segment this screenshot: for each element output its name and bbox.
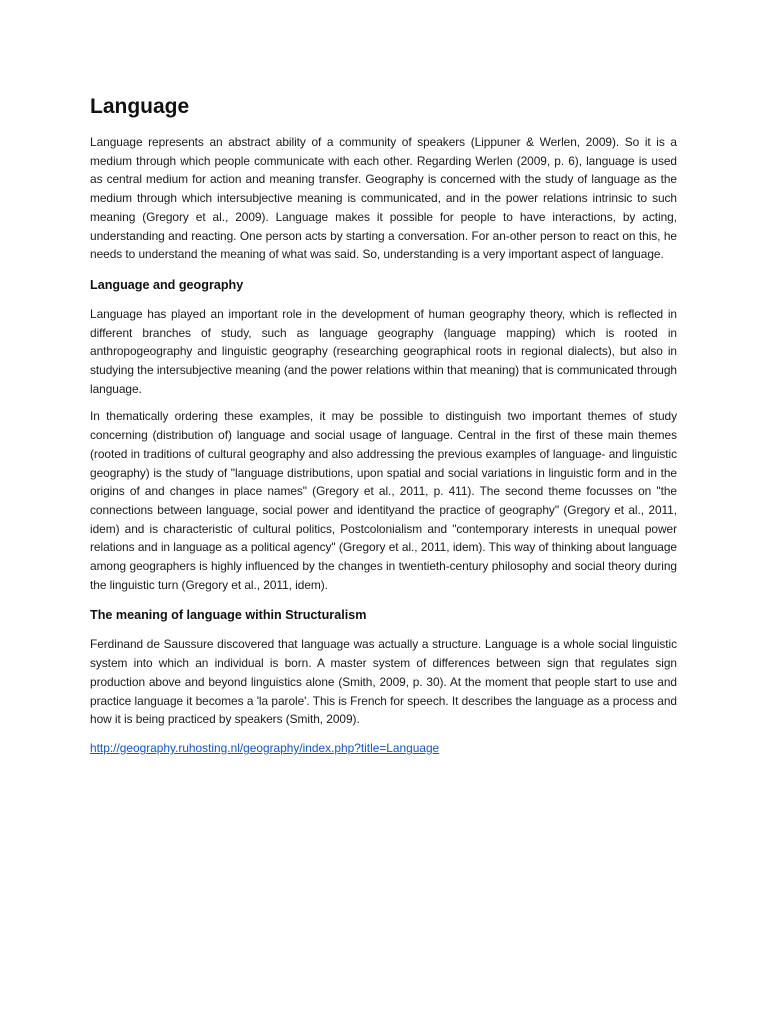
intro-paragraph: Language represents an abstract ability of a community of speakers (Lippuner & Werlen, 2009). So it is a medium through which people communicate with each other. Regarding Werlen (2009, p. 6), language is used as central medium for action and meaning transfer. Geography is concerned with the study of language as the medium through which intersubjective meaning is communicated, and in the power relations intrinsic to such meaning (Gregory et al., 2009). Language makes it possible for people to have interactions, by acting, understanding and reacting. One person acts by starting a conversation. For an-other person to react on this, he needs to understand the meaning of what was said. So, understanding is a very important aspect of language.: [90, 135, 677, 262]
section-heading-structuralism: The meaning of language within Structuralism: [90, 608, 367, 623]
paragraph: Ferdinand de Saussure discovered that language was actually a structure. Language is a whole social linguistic system into which an individual is born. A master system of differences between sign that regulates sign production above and beyond linguistics alone (Smith, 2009, p. 30). At the moment that people start to use and practice language it becomes a 'la parole'. This is French for speech. It describes the language as a process and how it is being practiced by speakers (Smith, 2009).: [90, 637, 677, 727]
paragraph: Language has played an important role in the development of human geography theory, which is reflected in different branches of study, such as language geography (language mapping) which is rooted in anthropogeography and linguistic geography (researching geographical roots in regional dialects), but also in studying the intersubjective meaning (and the power relations within that meaning) that is communicated through language.: [90, 306, 677, 396]
source-link[interactable]: http://geography.ruhosting.nl/geography/index.php?title=Language: [90, 740, 440, 755]
paragraph: In thematically ordering these examples, it may be possible to distinguish two important themes of study concerning (distribution of) language and social usage of language. Central in the first of these main themes (rooted in traditions of cultural geography and also addressing the previous examples of language- and linguistic geography) is the study of "language distributions, upon spatial and social variations in linguistic form and in the origins of and changes in place names" (Gregory et al., 2011, p. 411). The second theme focusses on "the connections between language, social power and identityand the practice of geography" (Gregory et al., 2011, idem) and is characteristic of cultural politics, Postcolonialism and "contemporary interests in unequal power relations and in language as a political agency" (Gregory et al., 2011, idem). This way of thinking about language among geographers is highly influenced by the changes in twentieth-century philosophy and social theory during the linguistic turn (Gregory et al., 2011, idem).: [90, 409, 677, 592]
page-title: Language: [90, 95, 190, 118]
section-heading-language-and-geography: Language and geography: [90, 277, 244, 292]
document-page: [90, 93, 677, 758]
